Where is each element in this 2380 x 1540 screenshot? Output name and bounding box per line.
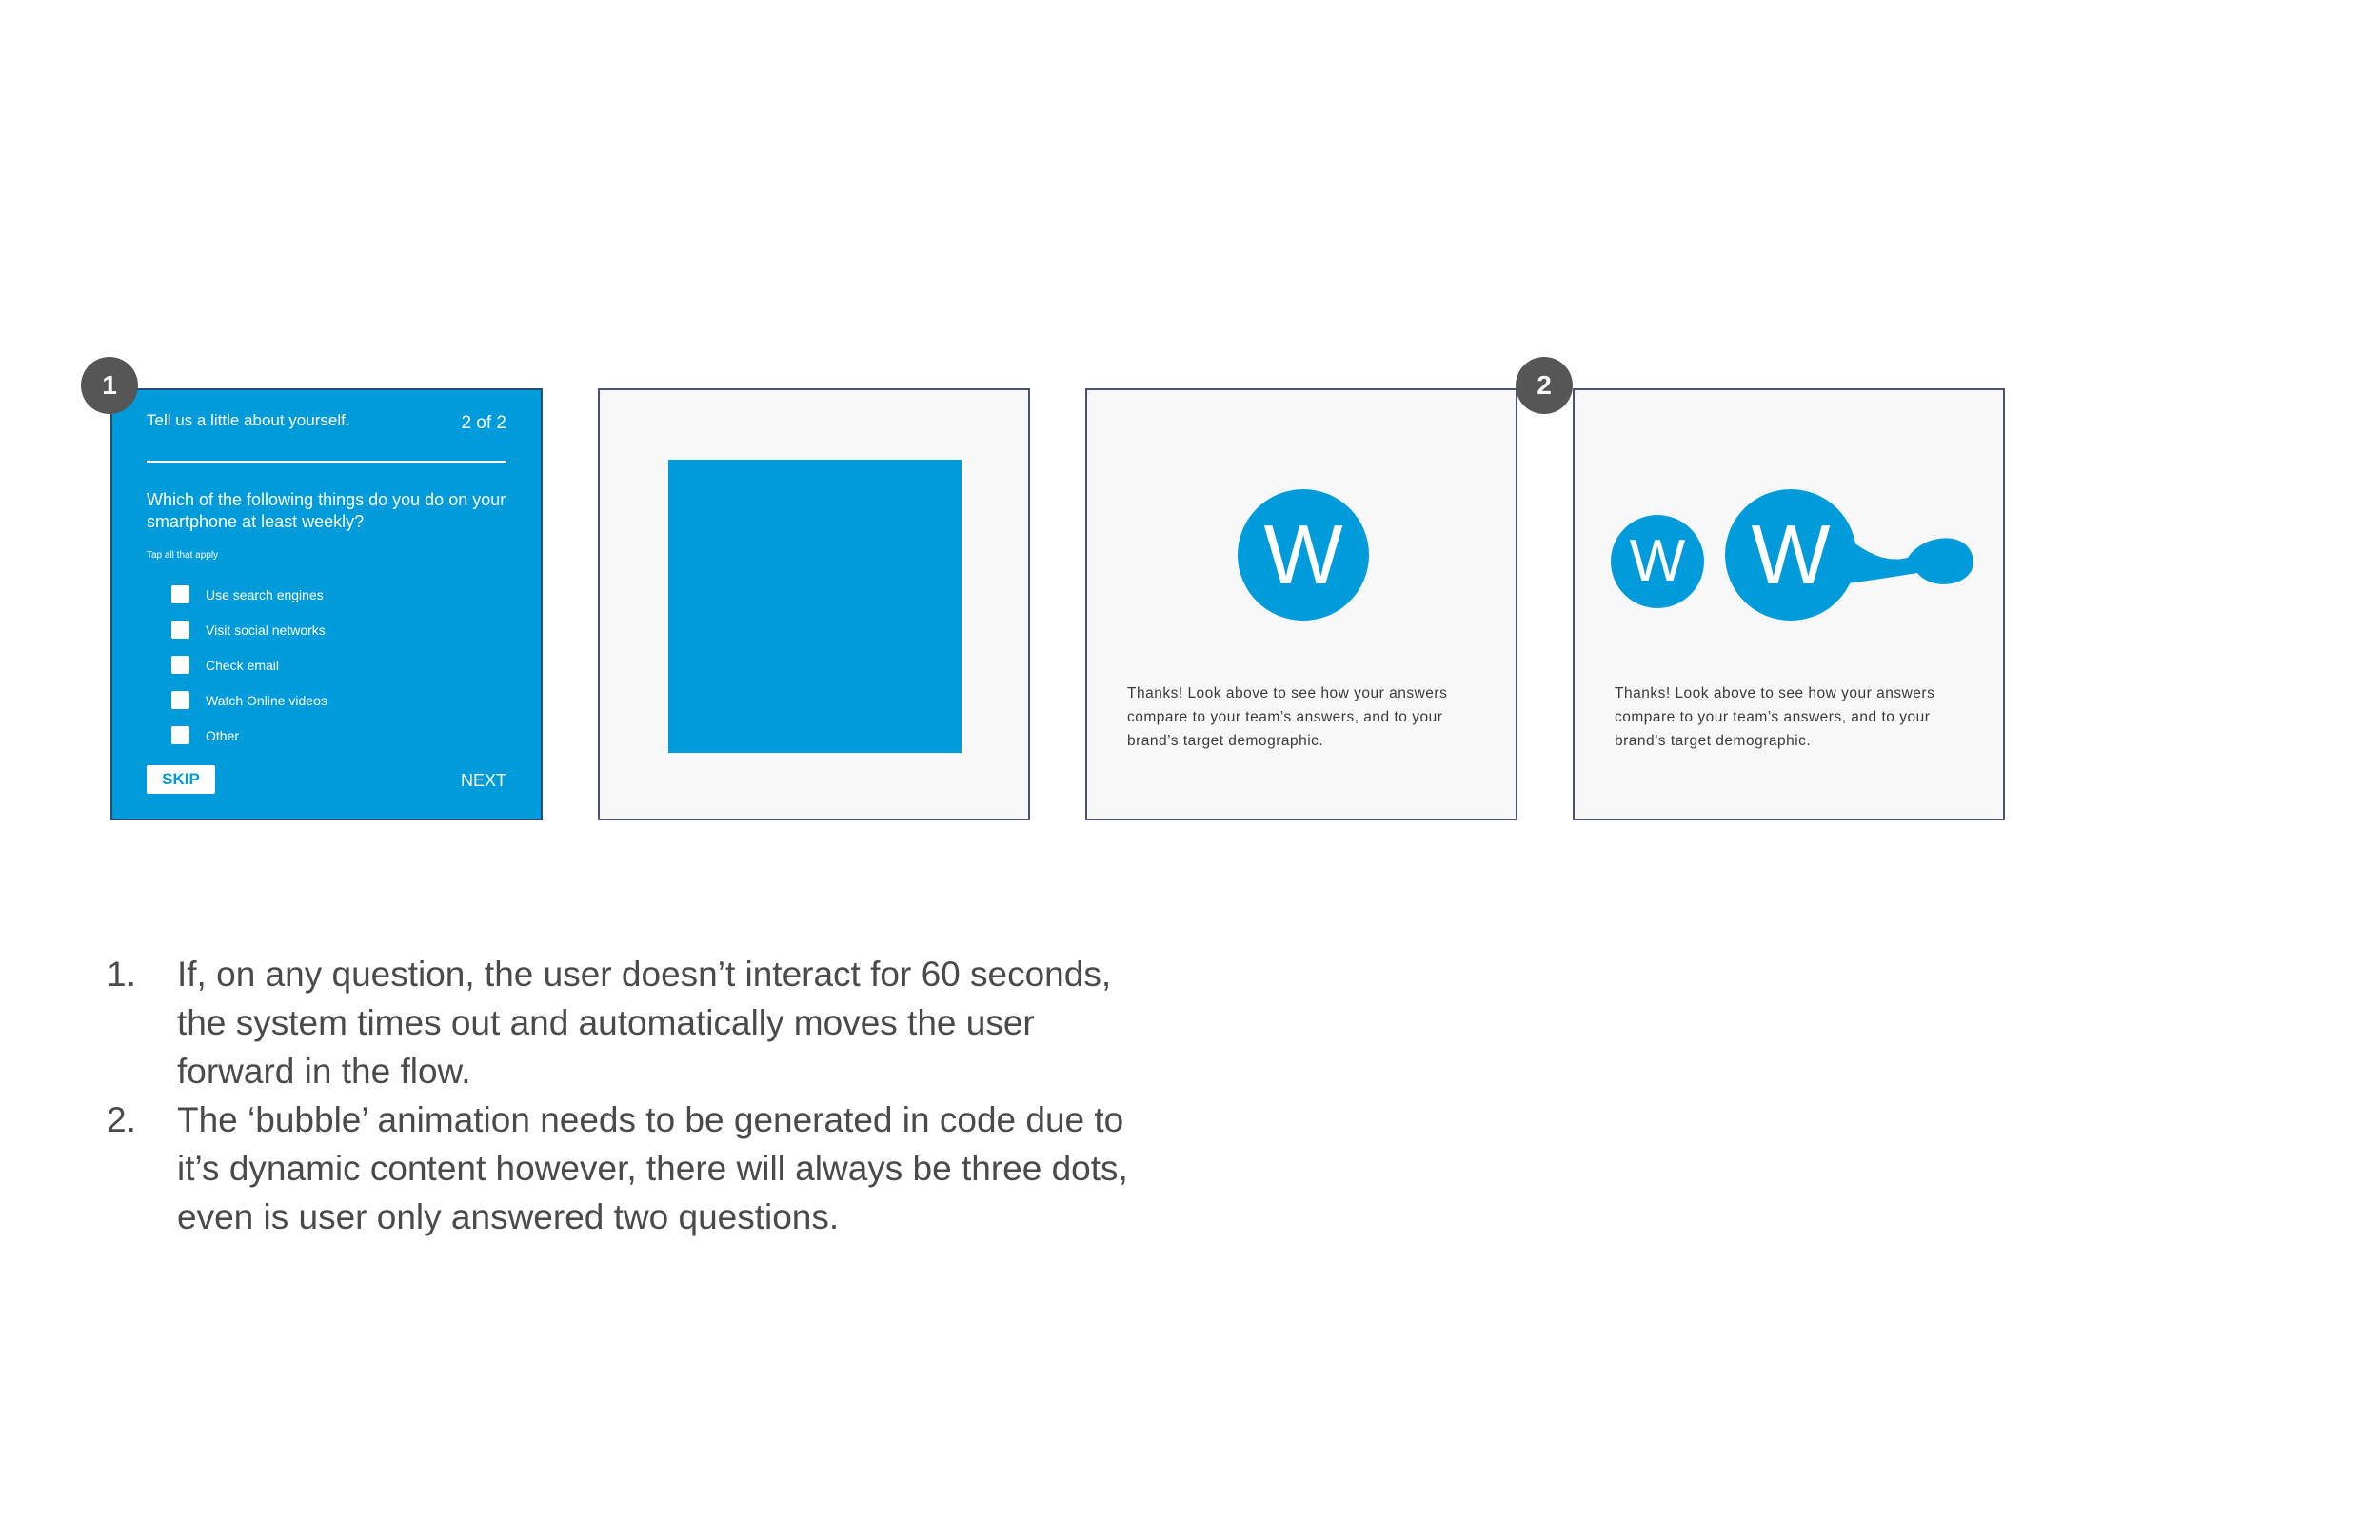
transition-block [668,460,962,753]
checkbox[interactable] [171,691,189,709]
thanks-message: Thanks! Look above to see how your answers compare to your team’s answers, and to your brand’s target demographic. [1127,685,1448,749]
note-item [107,950,1154,1096]
thanks-message: Thanks! Look above to see how your answers compare to your team’s answers, and to your brand’s target demographic. [1615,685,1935,749]
option-online-videos[interactable] [171,682,327,718]
option-label: Check email [206,657,280,673]
option-list [171,577,327,753]
option-check-email[interactable] [171,647,327,682]
result-frame-bubble-animation [1573,388,2005,820]
transition-frame [598,388,1030,820]
survey-question: Which of the following things do you do on your smartphone at least weekly? [147,490,506,531]
option-label: Watch Online videos [206,692,327,708]
note-number: 1. [107,955,136,994]
small-result-bubble: W [1611,515,1704,608]
option-label: Use search engines [206,586,324,602]
survey-hint: Tap all that apply [147,550,219,561]
survey-title: Tell us a little about yourself. [147,411,350,429]
divider [147,461,506,463]
step-badge-2: 2 [1516,357,1573,414]
next-button[interactable]: NEXT [460,771,506,790]
checkbox[interactable] [171,585,189,603]
note-text: The ‘bubble’ animation needs to be generated in code due to it’s dynamic content however, there will always be three dots, even is user only answered two questions. [177,1100,1128,1236]
checkbox[interactable] [171,621,189,639]
option-other[interactable] [171,718,327,753]
option-label: Other [206,727,240,743]
note-item [107,1096,1154,1241]
note-text: If, on any question, the user doesn’t interact for 60 seconds, the system times out and automatically moves the user forward in the flow. [177,955,1112,1091]
option-label: Visit social networks [206,622,326,638]
option-search-engines[interactable] [171,577,327,612]
survey-screen-frame [110,388,543,820]
step-badge-1: 1 [81,357,138,414]
notes-list [107,950,1154,1241]
large-result-bubble: W [1725,489,1856,621]
note-number: 2. [107,1100,136,1139]
result-bubble: W [1238,489,1369,621]
bubble-blob-tail [1841,514,1984,600]
option-social-networks[interactable] [171,612,327,647]
skip-button[interactable]: SKIP [147,765,215,794]
survey-progress: 2 of 2 [461,413,506,433]
checkbox[interactable] [171,656,189,674]
checkbox[interactable] [171,726,189,744]
result-frame-single-bubble [1085,388,1517,820]
